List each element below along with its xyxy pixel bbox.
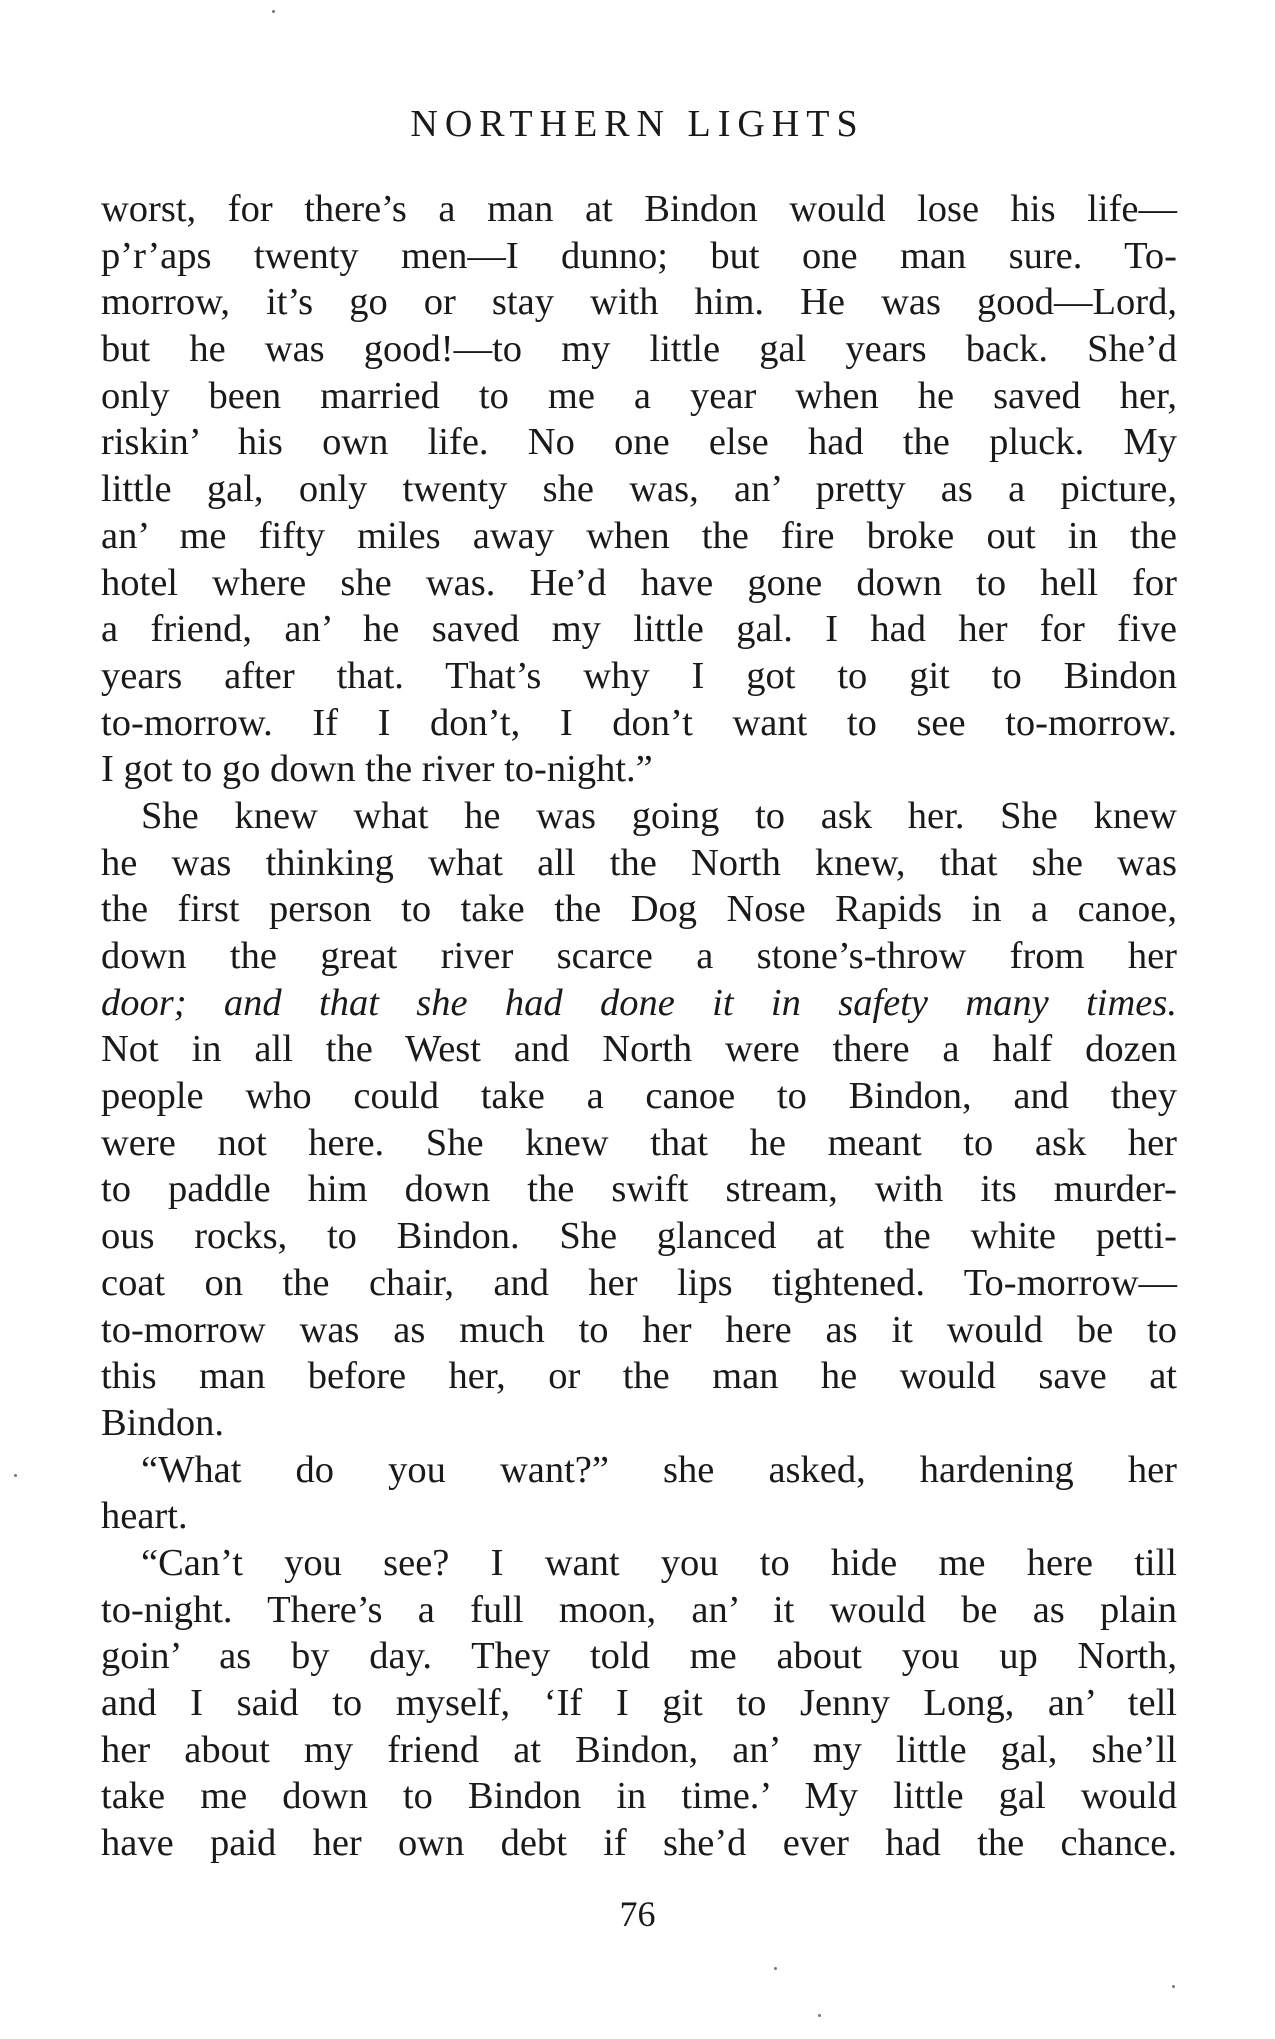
text-line: were not here. She knew that he meant to ask her	[101, 1121, 1177, 1164]
body-text	[101, 186, 1177, 1867]
text-line: this man before her, or the man he would save at	[101, 1355, 1177, 1398]
page-number: 76	[619, 1894, 656, 1934]
text-line: ous rocks, to Bindon. She glanced at the white petti-	[101, 1215, 1177, 1258]
print-speck	[272, 10, 275, 13]
text-line: and I said to myself, ‘If I git to Jenny Long, an’ tell	[101, 1682, 1177, 1724]
print-speck	[818, 2014, 821, 2017]
text-line: heart.	[101, 1495, 188, 1538]
text-line: “What do you want?” she asked, hardening her	[141, 1448, 1177, 1491]
text-line: people who could take a canoe to Bindon, and they	[101, 1075, 1177, 1118]
text-line: but he was good!—to my little gal years back. She’d	[101, 328, 1177, 371]
text-line: down the great river scarce a stone’s-throw from her	[101, 935, 1177, 977]
text-line: “Can’t you see? I want you to hide me here till	[141, 1541, 1177, 1584]
text-line: Not in all the West and North were there a half dozen	[101, 1028, 1177, 1071]
text-line: hotel where she was. He’d have gone down to hell for	[101, 561, 1177, 604]
text-line: an’ me fifty miles away when the fire broke out in the	[101, 514, 1177, 557]
text-line: coat on the chair, and her lips tightened. To-morrow—	[101, 1261, 1177, 1304]
print-speck	[774, 1967, 777, 1970]
text-line: I got to go down the river to-night.”	[101, 748, 653, 791]
text-line: morrow, it’s go or stay with him. He was good—Lord,	[101, 281, 1177, 324]
text-line: he was thinking what all the North knew, that she was	[101, 841, 1177, 884]
text-line: riskin’ his own life. No one else had the pluck. My	[101, 421, 1177, 464]
print-speck	[1172, 1985, 1175, 1988]
text-line: a friend, an’ he saved my little gal. I had her for five	[101, 608, 1177, 651]
text-line: only been married to me a year when he saved her,	[101, 374, 1177, 417]
text-line: little gal, only twenty she was, an’ pretty as a picture,	[101, 468, 1177, 511]
text-line: worst, for there’s a man at Bindon would lose his life—	[101, 188, 1177, 230]
text-line: to-morrow. If I don’t, I don’t want to see to-morrow.	[101, 701, 1177, 744]
text-line: years after that. That’s why I got to git to Bindon	[101, 654, 1177, 697]
text-line: take me down to Bindon in time.’ My little gal would	[101, 1775, 1177, 1818]
text-line: goin’ as by day. They told me about you up North,	[101, 1635, 1177, 1678]
text-line: her about my friend at Bindon, an’ my little gal, she’ll	[101, 1728, 1177, 1771]
text-line: have paid her own debt if she’d ever had the chance.	[101, 1822, 1177, 1865]
text-line: She knew what he was going to ask her. She knew	[141, 794, 1177, 837]
text-line: to paddle him down the swift stream, with its murder-	[101, 1168, 1177, 1211]
text-line: Bindon.	[101, 1401, 225, 1444]
text-line: the first person to take the Dog Nose Rapids in a canoe,	[101, 888, 1177, 931]
text-line: to-night. There’s a full moon, an’ it would be as plain	[101, 1588, 1177, 1631]
print-speck	[14, 1474, 17, 1477]
text-line: door; and that she had done it in safety many times.	[101, 981, 1177, 1024]
text-line: p’r’aps twenty men—I dunno; but one man sure. To-	[101, 234, 1177, 277]
text-line: to-morrow was as much to her here as it would be to	[101, 1308, 1177, 1351]
running-head: NORTHERN LIGHTS	[410, 103, 865, 145]
